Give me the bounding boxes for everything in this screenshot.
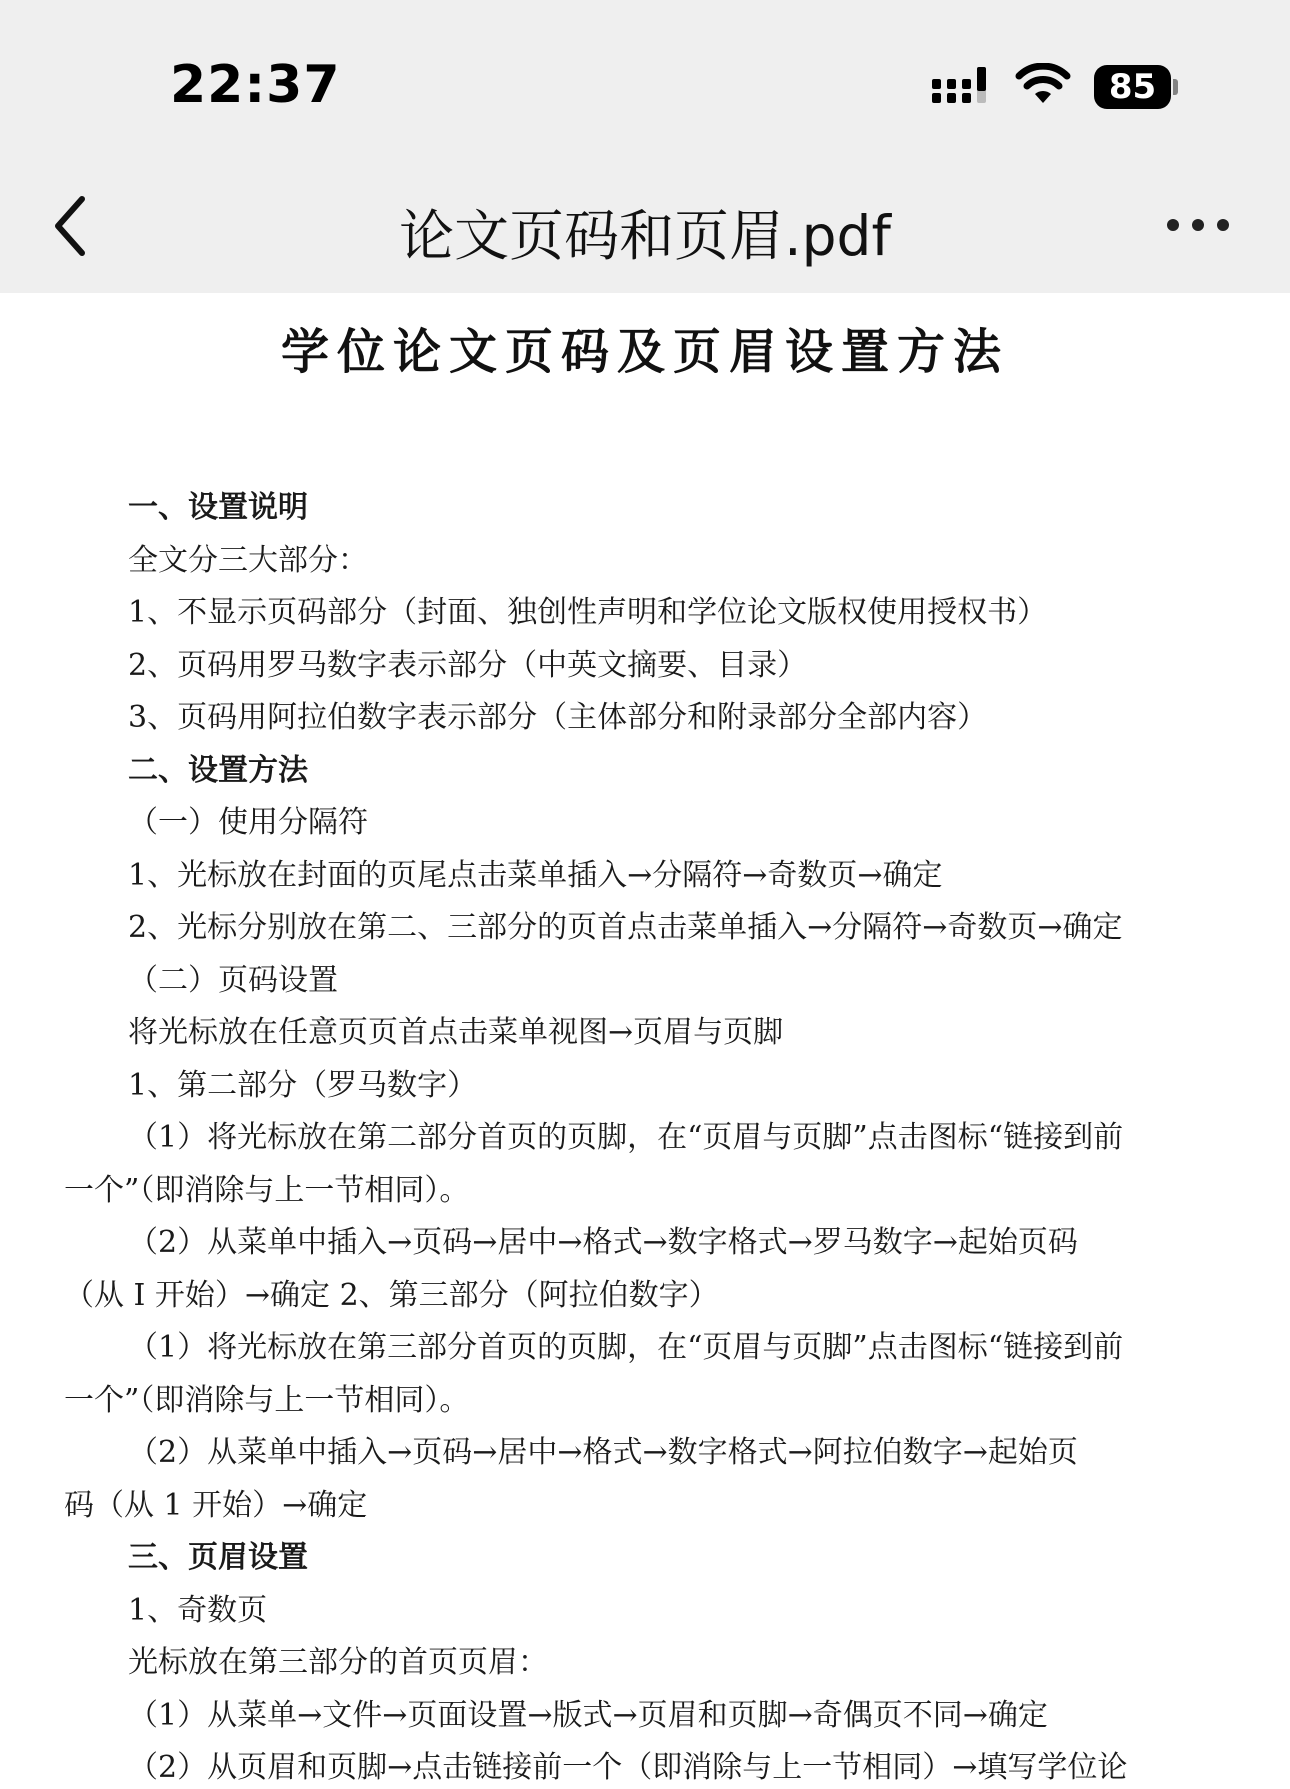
document-line: 全文分三大部分： xyxy=(128,543,368,578)
document-line: 光标放在第三部分的首页页眉： xyxy=(128,1645,548,1680)
status-icons xyxy=(930,62,1178,112)
document-line: （2）从菜单中插入→页码→居中→格式→数字格式→罗马数字→起始页码 xyxy=(128,1225,1078,1260)
more-options-button[interactable] xyxy=(1158,205,1238,245)
pdf-page[interactable] xyxy=(0,293,1290,1789)
ellipsis-icon xyxy=(1166,218,1230,232)
document-line: （从 I 开始）→确定 2、第三部分（阿拉伯数字） xyxy=(64,1278,719,1313)
top-chrome xyxy=(0,0,1290,293)
document-line: 将光标放在任意页页首点击菜单视图→页眉与页脚 xyxy=(128,1015,784,1050)
document-line: （1）将光标放在第二部分首页的页脚，在“页眉与页脚”点击图标“链接到前 xyxy=(128,1120,1124,1155)
document-line: （2）从页眉和页脚→点击链接前一个（即消除与上一节相同）→填写学位论 xyxy=(128,1750,1128,1785)
document-line: 2、页码用罗马数字表示部分（中英文摘要、目录） xyxy=(128,648,808,683)
document-line: （2）从菜单中插入→页码→居中→格式→数字格式→阿拉伯数字→起始页 xyxy=(128,1435,1078,1470)
status-time: 22:37 xyxy=(170,55,341,115)
document-line: 码（从 1 开始）→确定 xyxy=(64,1488,368,1523)
document-line: 一个”（即消除与上一节相同）。 xyxy=(64,1173,470,1208)
section-heading: 二、设置方法 xyxy=(128,753,308,788)
document-line: 2、光标分别放在第二、三部分的页首点击菜单插入→分隔符→奇数页→确定 xyxy=(128,910,1123,945)
document-line: 1、奇数页 xyxy=(128,1593,268,1628)
document-line: 3、页码用阿拉伯数字表示部分（主体部分和附录部分全部内容） xyxy=(128,700,988,735)
battery-tip xyxy=(1173,79,1178,95)
document-line: 1、光标放在封面的页尾点击菜单插入→分隔符→奇数页→确定 xyxy=(128,858,943,893)
battery-icon xyxy=(1094,65,1178,109)
document-line: 1、不显示页码部分（封面、独创性声明和学位论文版权使用授权书） xyxy=(128,595,1048,630)
document-line: （二）页码设置 xyxy=(128,963,338,998)
document-line: 一个”（即消除与上一节相同）。 xyxy=(64,1383,470,1418)
battery-level: 85 xyxy=(1094,65,1171,109)
document-line: （1）从菜单→文件→页面设置→版式→页眉和页脚→奇偶页不同→确定 xyxy=(128,1698,1048,1733)
document-title: 学位论文页码及页眉设置方法 xyxy=(280,324,1009,380)
cellular-signal-icon xyxy=(930,63,992,111)
document-filename: 论文页码和页眉.pdf xyxy=(399,204,891,268)
section-heading: 三、页眉设置 xyxy=(128,1540,308,1575)
document-line: （一）使用分隔符 xyxy=(128,805,368,840)
document-line: （1）将光标放在第三部分首页的页脚，在“页眉与页脚”点击图标“链接到前 xyxy=(128,1330,1124,1365)
document-line: 1、第二部分（罗马数字） xyxy=(128,1068,478,1103)
wifi-icon xyxy=(1014,63,1072,111)
section-heading: 一、设置说明 xyxy=(128,490,308,525)
